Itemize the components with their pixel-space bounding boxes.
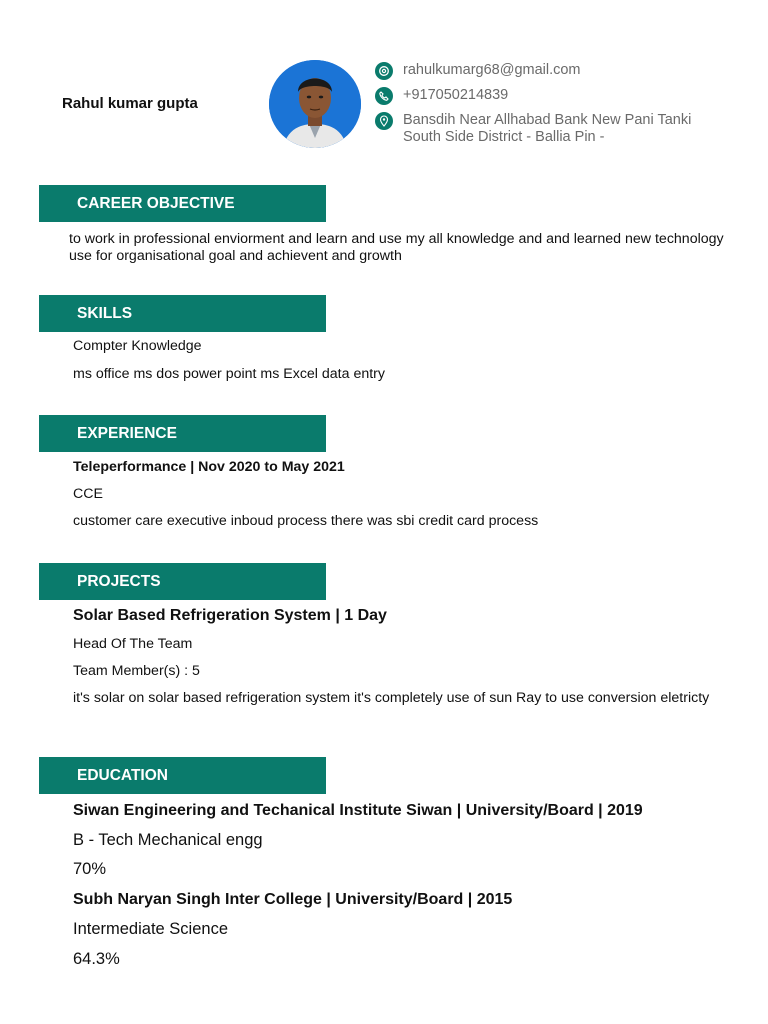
contact-phone[interactable]: +917050214839	[403, 87, 509, 103]
skill-item: ms office ms dos power point ms Excel data entry	[73, 366, 385, 382]
project-team: Team Member(s) : 5	[73, 663, 200, 679]
profile-photo	[269, 60, 361, 148]
education-score: 64.3%	[73, 950, 120, 968]
experience-description: customer care executive inboud process there was sbi credit card process	[73, 513, 539, 529]
education-degree: B - Tech Mechanical engg	[73, 831, 263, 849]
experience-title: Teleperformance | Nov 2020 to May 2021	[73, 459, 345, 475]
career-objective-text: to work in professional enviorment and learn and use my all knowledge and and learned new technology use for organisational goal and achievent and growth	[69, 231, 724, 264]
project-description: it's solar on solar based refrigeration system it's completely use of sun Ray to use conversion eletricty	[73, 690, 710, 706]
education-degree: Intermediate Science	[73, 920, 229, 938]
career-objective-heading: CAREER OBJECTIVE	[39, 185, 326, 222]
education-score: 70%	[73, 860, 107, 878]
phone-icon	[375, 87, 393, 105]
contact-email[interactable]: rahulkumarg68@gmail.com	[403, 62, 581, 78]
project-role: Head Of The Team	[73, 636, 193, 652]
project-title: Solar Based Refrigeration System | 1 Day	[73, 607, 387, 624]
contact-info	[375, 62, 705, 153]
projects-heading: PROJECTS	[39, 563, 326, 600]
location-pin-icon	[375, 112, 393, 130]
skills-heading: SKILLS	[39, 295, 326, 332]
contact-address: Bansdih Near Allhabad Bank New Pani Tanki South Side District - Ballia Pin -	[403, 112, 692, 145]
experience-role: CCE	[73, 486, 103, 502]
candidate-name: Rahul kumar gupta	[62, 95, 198, 112]
education-heading: EDUCATION	[39, 757, 326, 794]
education-title: Subh Naryan Singh Inter College | University/Board | 2015	[73, 891, 513, 908]
contact-phone-row	[375, 87, 705, 105]
contact-email-row	[375, 62, 705, 80]
at-icon	[375, 62, 393, 80]
skill-item: Compter Knowledge	[73, 338, 202, 354]
contact-address-row	[375, 112, 705, 146]
experience-heading: EXPERIENCE	[39, 415, 326, 452]
education-title: Siwan Engineering and Techanical Institute Siwan | University/Board | 2019	[73, 802, 643, 819]
